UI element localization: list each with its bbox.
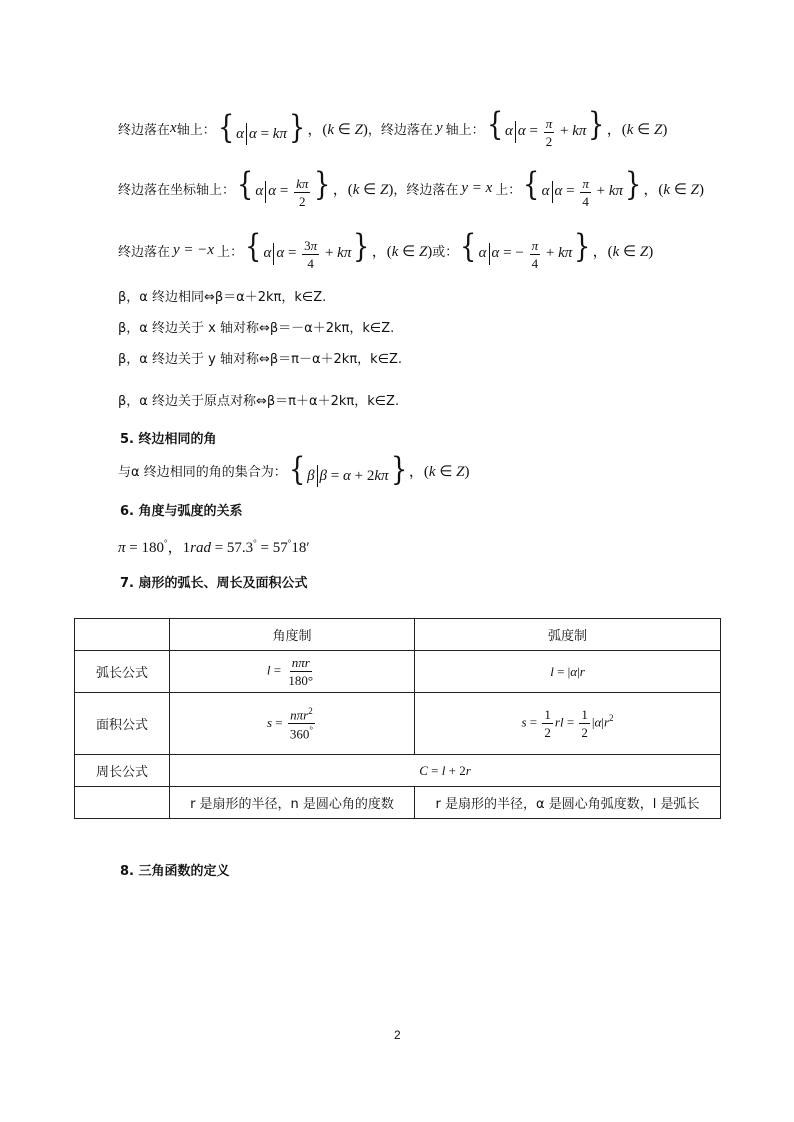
area-degree-formula: s = $\frac{n\pi r^2}{360^\circ}$ [170, 693, 415, 755]
k-in-z-3: ，(k ∈ Z) [332, 181, 394, 198]
section-6-heading: 6. 角度与弧度的关系 [120, 504, 243, 519]
area-radian-formula: s = $\frac{1}{2}$ rl = $\frac{1}{2}$ $|\alpha|r^2$ [415, 693, 721, 755]
k-in-z-4: ，(k ∈ Z) [643, 181, 705, 198]
section-8-heading: 8. 三角函数的定义 [120, 864, 230, 879]
arc-radian-formula: l = |α|r [415, 651, 721, 693]
degree-radian-relation: π = 180°，1rad = 57.3° = 57°18′ [118, 538, 310, 556]
yeqx-label: ，终边落在 [393, 182, 459, 198]
k-in-z-5: ，(k ∈ Z) [371, 243, 433, 260]
x-axis-var: x [170, 119, 177, 136]
row-label-arc: 弧长公式 [75, 651, 170, 693]
yeqnx-eq: y = −x [173, 241, 215, 258]
note-radian: r 是扇形的半径，α 是圆心角弧度数，l 是弧长 [415, 787, 721, 819]
section-5-line [118, 449, 470, 488]
table-corner [75, 619, 170, 651]
section-7-heading: 7. 扇形的弧长、周长及面积公式 [120, 576, 308, 591]
arc-degree-formula: l = $\frac{\text{nπr}}{180^\circ}$ [170, 651, 415, 693]
k-in-z-1: ，(k ∈ Z) [307, 121, 368, 138]
perimeter-formula: C = l + 2r [170, 755, 721, 787]
col-header-radian: 弧度制 [415, 619, 721, 651]
y-axis-var: y [435, 119, 443, 136]
row-label-note [75, 787, 170, 819]
row-label-area: 面积公式 [75, 693, 170, 755]
yeqx-suffix: 上： [495, 182, 522, 198]
y-axis-label: ，终边落在 [367, 122, 433, 138]
yeqnx-label: 终边落在 [118, 244, 171, 260]
y-axis-suffix: 轴上： [445, 122, 485, 138]
relation-y-sym: β，α 终边关于 y 轴对称⇔β＝π－α＋2kπ，k∈Z. [118, 352, 403, 367]
relation-origin-sym: β，α 终边关于原点对称⇔β＝π＋α＋2kπ，k∈Z. [118, 394, 400, 409]
k-in-z-6: ，(k ∈ Z) [592, 243, 654, 260]
yeqnx-set-2: { α α = − $\frac{\pi}{4}$ + kπ} [460, 227, 591, 271]
section-5-text: 与α 终边相同的角的集合为： [118, 464, 287, 480]
k-in-z-2: ，(k ∈ Z) [606, 121, 668, 138]
x-axis-suffix: 轴上： [176, 122, 216, 138]
coord-axes-set: { α α = $\frac{k\pi}{2}$ } [237, 165, 331, 209]
row-label-perimeter: 周长公式 [75, 755, 170, 787]
col-header-degree: 角度制 [170, 619, 415, 651]
yeqx-eq: y = x [461, 179, 493, 196]
yeqnx-set-1: { α α = $\frac{3\pi}{4}$ + kπ} [245, 227, 370, 271]
relation-x-sym: β，α 终边关于 x 轴对称⇔β＝－α＋2kπ，k∈Z. [118, 321, 395, 336]
x-axis-set: { α α = kπ} [217, 107, 306, 146]
k-in-z-7: ，(k ∈ Z) [408, 463, 470, 480]
y-axis-set: { α α = $\frac{\pi}{2}$ + kπ} [486, 105, 605, 149]
x-y-axis-line [118, 105, 668, 149]
or-label: 或： [432, 244, 459, 260]
page-number: 2 [394, 1028, 401, 1042]
sector-formula-table [74, 618, 721, 819]
coord-axes-line [118, 165, 705, 209]
yeqnx-line [118, 227, 654, 271]
section-5-heading: 5. 终边相同的角 [120, 432, 217, 447]
coord-axes-label: 终边落在坐标轴上： [118, 182, 236, 198]
note-degree: r 是扇形的半径，n 是圆心角的度数 [170, 787, 415, 819]
yeqx-set: { α α = $\frac{\pi}{4}$ + kπ} [523, 165, 642, 209]
same-terminal-set: { β β = α + 2kπ} [288, 449, 407, 488]
x-axis-label: 终边落在 [118, 122, 171, 138]
relation-same: β，α 终边相同⇔β＝α＋2kπ，k∈Z. [118, 290, 327, 305]
yeqnx-suffix: 上： [217, 244, 244, 260]
